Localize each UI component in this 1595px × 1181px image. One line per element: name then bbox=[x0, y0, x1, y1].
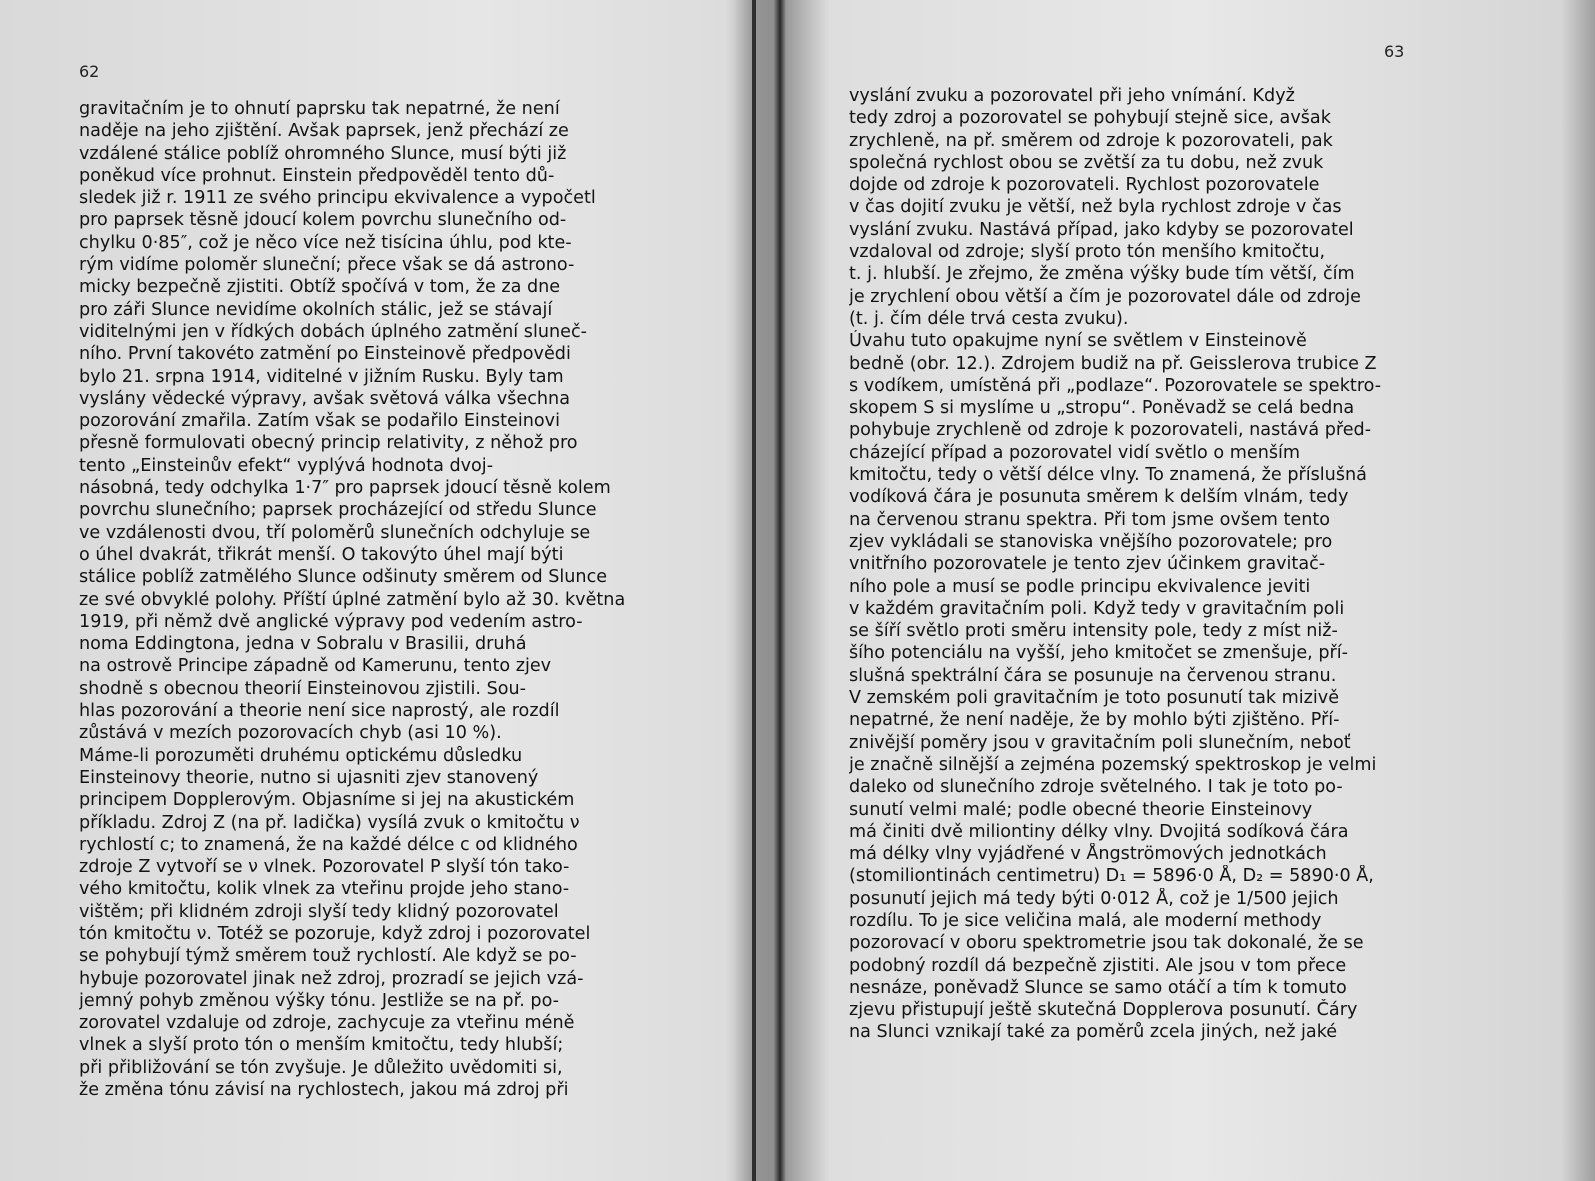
text-line: gravitačním je to ohnutí paprsku tak nepatrné, že není bbox=[79, 99, 560, 119]
text-line: Úvahu tuto opakujme nyní se světlem v Einsteinově bbox=[849, 331, 1307, 352]
text-line: micky bezpečně zjistiti. Obtíž spočívá v tom, že za dne bbox=[79, 277, 561, 298]
text-line: sledek již r. 1911 ze svého principu ekvivalence a vypočetl bbox=[79, 188, 596, 209]
text-line: ze své obvyklé polohy. Příští úplné zatmění bylo až 30. května bbox=[79, 589, 626, 610]
text-line: se šíří světlo proti směru intensity pole, tedy z míst niž- bbox=[849, 621, 1338, 642]
text-line: nepatrné, že není naděje, že by mohlo býti zjištěno. Pří- bbox=[849, 710, 1340, 731]
text-line: jemný pohyb změnou výšky tónu. Jestliže se na př. po- bbox=[79, 990, 560, 1011]
text-line: ního. První takovéto zatmění po Einsteinově předpovědi bbox=[79, 344, 571, 365]
text-line: bedně (obr. 12.). Zdrojem budiž na př. Geisslerova trubice Z bbox=[849, 353, 1377, 374]
text-line: ního pole a musí se podle principu ekvivalence jeviti bbox=[849, 576, 1311, 597]
text-line: na ostrově Principe západně od Kamerunu, tento zjev bbox=[79, 656, 552, 677]
text-line: cházející případ a pozorovatel vidí světlo o menším bbox=[849, 442, 1301, 463]
text-line: zjevu přistupují ještě skutečná Dopplerova posunutí. Čáry bbox=[849, 1000, 1358, 1021]
text-line: v každém gravitačním poli. Když tedy v gravitačním poli bbox=[849, 598, 1345, 619]
text-line: o úhel dvakrát, třikrát menší. O takovýto úhel mají býti bbox=[79, 544, 564, 565]
text-line: zorovatel vzdaluje od zdroje, zachycuje za vteřinu méně bbox=[79, 1013, 575, 1034]
text-line: zdroje Z vytvoří se ν vlnek. Pozorovatel P slyší tón tako- bbox=[79, 857, 570, 878]
text-line: vištěm; při klidném zdroji slyší tedy klidný pozorovatel bbox=[79, 901, 559, 922]
text-line: vzdálené stálice poblíž ohromného Slunce, musí býti již bbox=[79, 143, 567, 164]
text-line: se pohybují týmž směrem touž rychlostí. Ale když se po- bbox=[79, 946, 577, 967]
text-line: násobná, tedy odchylka 1·7″ pro paprsek jdoucí těsně kolem bbox=[79, 478, 611, 499]
text-line: principem Dopplerovým. Objasníme si jej na akustickém bbox=[79, 790, 575, 811]
text-line: chylku 0·85″, což je něco více než tisícina úhlu, pod kte- bbox=[79, 232, 572, 253]
text-line: příkladu. Zdroj Z (na př. ladička) vysílá zvuk o kmitočtu ν bbox=[79, 812, 580, 833]
text-line: na červenou stranu spektra. Při tom jsme ovšem tento bbox=[849, 509, 1331, 530]
text-line: shodně s obecnou theorií Einsteinovou zjistili. Sou- bbox=[79, 678, 527, 699]
page-body-text bbox=[849, 85, 1483, 1044]
text-line: (stomiliontinách centimetru) D₁ = 5896·0 Å, D₂ = 5890·0 Å, bbox=[849, 866, 1374, 887]
text-line: stálice poblíž zatmělého Slunce odšinuty směrem od Slunce bbox=[79, 567, 608, 588]
text-line: přesně formulovati obecný princip relativity, z něhož pro bbox=[79, 433, 578, 454]
text-line: zjev vykládali se stanoviska vnějšího pozorovatele; pro bbox=[849, 531, 1333, 552]
text-line: v čas dojití zvuku je větší, než byla rychlost zdroje v čas bbox=[849, 197, 1342, 218]
text-line: nesnáze, poněvadž Slunce se samo otáčí a tím k tomuto bbox=[849, 977, 1347, 998]
page-number: 63 bbox=[1384, 42, 1405, 61]
text-line: Einsteinovy theorie, nutno si ujasniti zjev stanovený bbox=[79, 767, 539, 788]
text-line: dojde od zdroje k pozorovateli. Rychlost pozorovatele bbox=[849, 175, 1320, 196]
text-line: je zrychlení obou větší a čím je pozorovatel dále od zdroje bbox=[849, 286, 1361, 307]
page-number: 62 bbox=[79, 62, 100, 81]
text-line: vodíková čára je posunuta směrem k delším vlnám, tedy bbox=[849, 487, 1349, 508]
text-line: hybuje pozorovatel jinak než zdroj, prozradí se jejich vzá- bbox=[79, 968, 584, 989]
text-line: rozdílu. To je sice veličina malá, ale moderní methody bbox=[849, 910, 1322, 931]
text-line: skopem S si myslíme u „stropu“. Poněvadž se celá bedna bbox=[849, 398, 1355, 419]
text-line: rychlostí c; to znamená, že na každé délce c od klidného bbox=[79, 834, 578, 855]
text-line: hlas pozorování a theorie není sice naprostý, ale rozdíl bbox=[79, 701, 560, 722]
text-line: znivější poměry jsou v gravitačním poli slunečním, neboť bbox=[849, 732, 1351, 753]
text-line: že změna tónu závisí na rychlostech, jakou má zdroj při bbox=[79, 1080, 569, 1101]
text-line: je značně silnější a zejména pozemský spektroskop je velmi bbox=[849, 754, 1377, 775]
page-body-text bbox=[79, 98, 651, 1101]
text-line: vlnek a slyší proto tón o menším kmitočtu, tedy hlubší; bbox=[79, 1035, 564, 1056]
left-page bbox=[0, 0, 755, 1181]
text-line: podobný rozdíl dá bezpečně zjistiti. Ale jsou v tom přece bbox=[849, 955, 1347, 976]
text-line: s vodíkem, umístěná při „podlaze“. Pozorovatele se spektro- bbox=[849, 375, 1382, 396]
text-line: zrychleně, na př. směrem od zdroje k pozorovateli, pak bbox=[849, 130, 1333, 151]
text-line: ve vzdálenosti dvou, tří poloměrů slunečních odchyluje se bbox=[79, 522, 591, 543]
text-line: má délky vlny vyjádřené v Ångströmových jednotkách bbox=[849, 844, 1327, 865]
text-line: tón kmitočtu ν. Totéž se pozoruje, když zdroj i pozorovatel bbox=[79, 923, 591, 944]
text-line: rým vidíme poloměr sluneční; přece však se dá astrono- bbox=[79, 255, 575, 276]
text-line: má činiti dvě miliontiny délky vlny. Dvojitá sodíková čára bbox=[849, 821, 1349, 842]
text-line: vého kmitočtu, kolik vlnek za vteřinu projde jeho stano- bbox=[79, 879, 570, 900]
text-line: zůstává v mezích pozorovacích chyb (asi 10 %). bbox=[79, 723, 502, 744]
text-line: tento „Einsteinův efekt“ vyplývá hodnota dvoj- bbox=[79, 455, 494, 476]
text-line: noma Eddingtona, jedna v Sobralu v Brasilii, druhá bbox=[79, 634, 527, 655]
text-line: daleko od slunečního zdroje světelného. I tak je toto po- bbox=[849, 777, 1343, 798]
text-line: slušná spektrální čára se posunuje na červenou stranu. bbox=[849, 665, 1337, 686]
text-line: pro paprsek těsně jdoucí kolem povrchu slunečního od- bbox=[79, 210, 567, 231]
text-line: vyslány vědecké výpravy, avšak světová válka všechna bbox=[79, 388, 570, 409]
text-line: na Slunci vznikají také za poměrů zcela jiných, než jaké bbox=[849, 1022, 1338, 1043]
text-line: t. j. hlubší. Je zřejmo, že změna výšky bude tím větší, čím bbox=[849, 264, 1355, 285]
text-line: viditelnými jen v řídkých dobách úplného zatmění sluneč- bbox=[79, 321, 587, 342]
text-line: pro záři Slunce nevidíme okolních stálic, jež se stávají bbox=[79, 299, 553, 320]
text-line: vyslání zvuku. Nastává případ, jako kdyby se pozorovatel bbox=[849, 219, 1354, 240]
text-line: pozorovací v oboru spektrometrie jsou tak dokonalé, že se bbox=[849, 933, 1364, 954]
text-line: povrchu slunečního; paprsek procházející od středu Slunce bbox=[79, 500, 597, 521]
text-line: pozorování zmařila. Zatím však se podařilo Einsteinovi bbox=[79, 411, 560, 432]
text-line: Máme-li porozuměti druhému optickému důsledku bbox=[79, 745, 523, 766]
text-line: pohybuje zrychleně od zdroje k pozorovateli, nastává před- bbox=[849, 420, 1372, 441]
text-line: 1919, při němž dvě anglické výpravy pod vedením astro- bbox=[79, 611, 583, 632]
text-line: vnitřního pozorovatele je tento zjev účinkem gravitač- bbox=[849, 554, 1326, 575]
text-line: poněkud více prohnut. Einstein předpověděl tento dů- bbox=[79, 165, 555, 186]
text-line: vyslání zvuku a pozorovatel při jeho vnímání. Když bbox=[849, 86, 1295, 106]
text-line: (t. j. čím déle trvá cesta zvuku). bbox=[849, 308, 1129, 329]
text-line: společná rychlost obou se zvětší za tu dobu, než zvuk bbox=[849, 152, 1324, 173]
text-line: šího potenciálu na vyšší, jeho kmitočet se zmenšuje, pří- bbox=[849, 643, 1348, 664]
text-line: sunutí velmi malé; podle obecné theorie Einsteinovy bbox=[849, 799, 1313, 820]
text-line: bylo 21. srpna 1914, viditelné v jižním Rusku. Byly tam bbox=[79, 366, 564, 387]
text-line: V zemském poli gravitačním je toto posunutí tak mizivě bbox=[849, 688, 1340, 709]
text-line: tedy zdroj a pozorovatel se pohybují stejně sice, avšak bbox=[849, 108, 1331, 129]
text-line: při přibližování se tón zvyšuje. Je důležito uvědomiti si, bbox=[79, 1057, 563, 1078]
right-page bbox=[763, 0, 1595, 1181]
text-line: vzdaloval od zdroje; slyší proto tón menšího kmitočtu, bbox=[849, 242, 1326, 263]
text-line: kmitočtu, tedy o větší délce vlny. To znamená, že příslušná bbox=[849, 465, 1367, 486]
text-line: naděje na jeho zjištění. Avšak paprsek, jenž přechází ze bbox=[79, 121, 569, 142]
text-line: posunutí jejich má tedy býti 0·012 Å, což je 1/500 jejich bbox=[849, 888, 1339, 909]
